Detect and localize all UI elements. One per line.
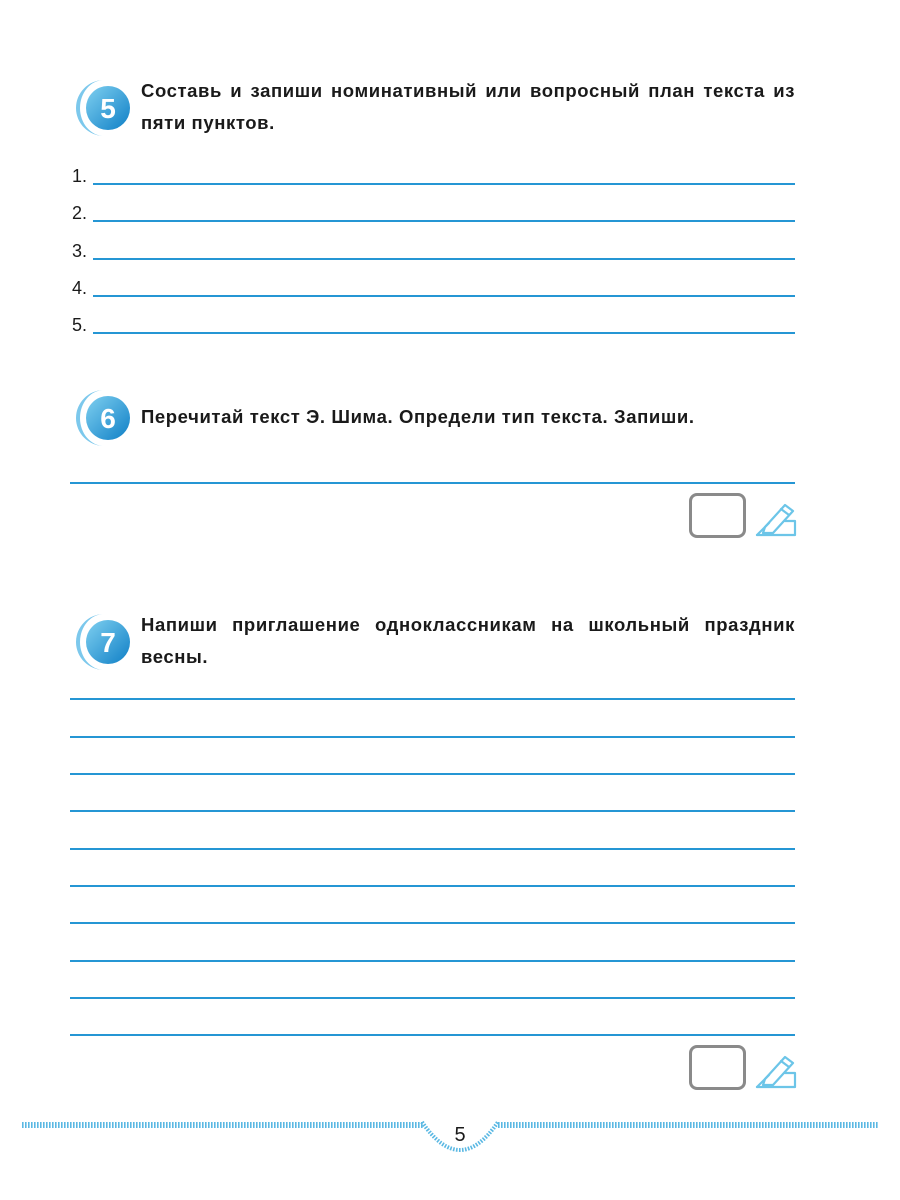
answer-line[interactable] — [70, 848, 795, 850]
answer-line[interactable] — [93, 258, 795, 260]
answer-line[interactable] — [93, 332, 795, 334]
plan-item-number: 5. — [72, 315, 88, 335]
plan-item-number: 3. — [72, 241, 88, 261]
footer-decoration-right — [498, 1122, 878, 1128]
answer-line[interactable] — [70, 698, 795, 700]
task-number: 5 — [100, 93, 116, 124]
task-number: 6 — [100, 403, 116, 434]
answer-line[interactable] — [70, 773, 795, 775]
self-check-box[interactable] — [689, 1045, 746, 1090]
page-number: 5 — [454, 1124, 466, 1146]
answer-line[interactable] — [70, 885, 795, 887]
task-number-badge — [70, 76, 134, 140]
task-number-badge — [70, 386, 134, 450]
plan-item-number: 4. — [72, 278, 88, 298]
answer-line[interactable] — [70, 922, 795, 924]
task-instruction: Перечитай текст Э. Шима. Определи тип текста. Запиши. — [141, 406, 695, 427]
footer-decoration-left — [22, 1122, 424, 1128]
answer-line[interactable] — [70, 736, 795, 738]
answer-line[interactable] — [70, 810, 795, 812]
pencil-writing-icon — [755, 1053, 797, 1089]
answer-line[interactable] — [70, 1034, 795, 1036]
answer-line[interactable] — [70, 482, 795, 484]
plan-item-number: 2. — [72, 203, 88, 223]
task-number-badge — [70, 610, 134, 674]
answer-line[interactable] — [93, 220, 795, 222]
answer-line[interactable] — [93, 295, 795, 297]
answer-line[interactable] — [93, 183, 795, 185]
task-number: 7 — [100, 627, 116, 658]
task-instruction: Составь и запиши номинативный или вопросный план текста из пяти пунктов. — [141, 80, 795, 133]
plan-item-number: 1. — [72, 166, 88, 186]
task-instruction: Напиши приглашение одноклассникам на школьный праздник весны. — [141, 614, 795, 667]
answer-line[interactable] — [70, 960, 795, 962]
answer-line[interactable] — [70, 997, 795, 999]
self-check-box[interactable] — [689, 493, 746, 538]
pencil-writing-icon — [755, 501, 797, 537]
